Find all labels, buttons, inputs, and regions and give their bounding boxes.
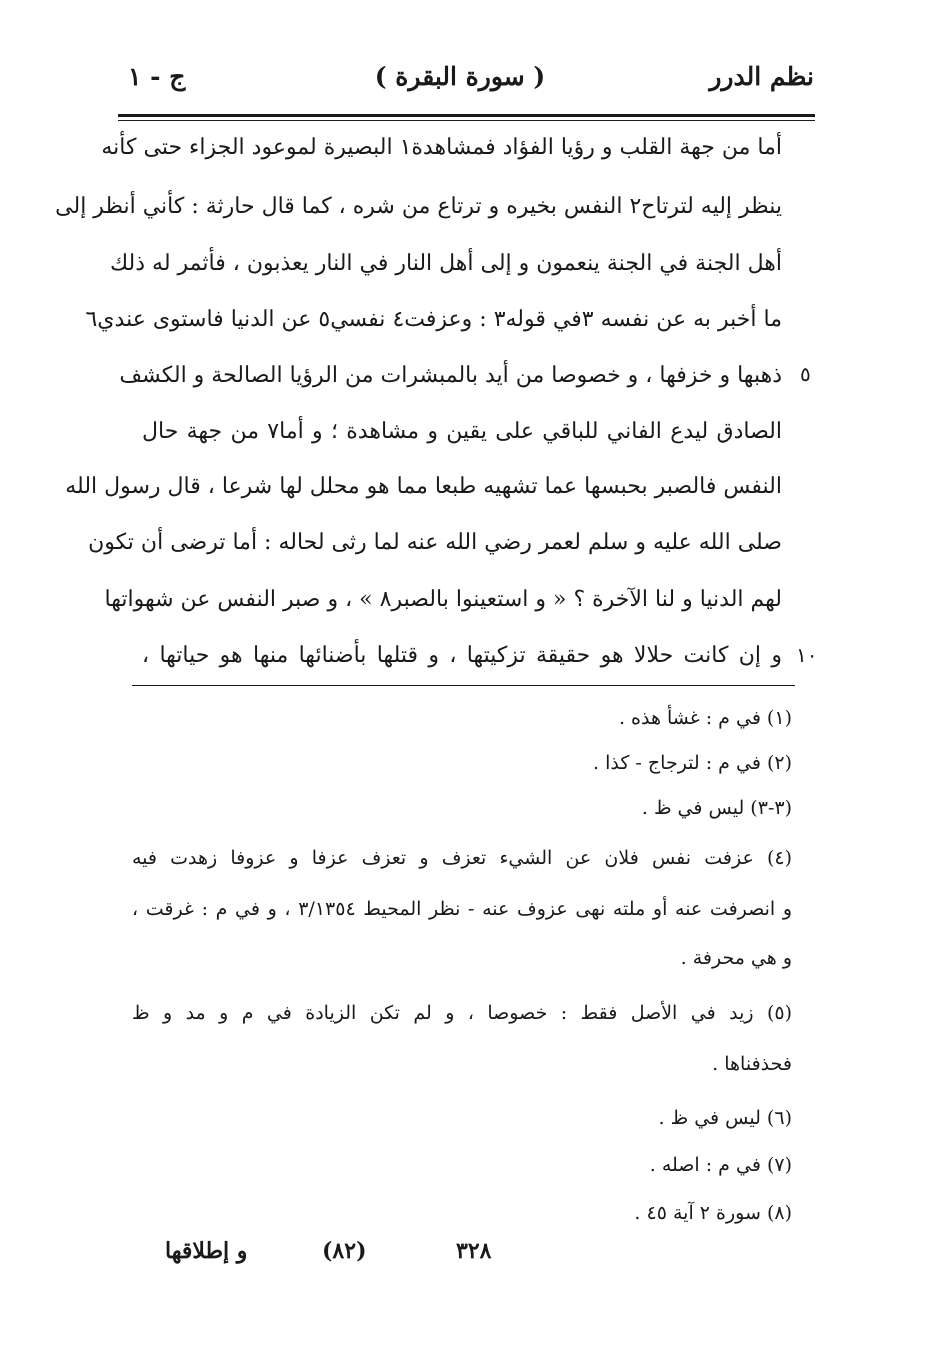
header-rule (118, 114, 815, 117)
body-line: لهم الدنيا و لنا الآخرة ؟ « و استعينوا بالصبر٨ » ، و صبر النفس عن شهواتها (104, 587, 782, 612)
surah-heading: ( سورة البقرة ) (374, 62, 546, 91)
catchword: و إطلاقها (165, 1238, 248, 1264)
footnote-continuation: و انصرفت عنه أو ملته نهى عزوف عنه - نظر المحيط ٣/١٣٥٤ ، و في م : غرقت ، (132, 898, 792, 920)
footnote: (٢) في م : لترجاج - كذا . (593, 752, 792, 774)
body-line: أما من جهة القلب و رؤيا الفؤاد فمشاهدة١ البصيرة لموعود الجزاء حتى كأنه (101, 135, 782, 160)
body-line: النفس فالصبر بحبسها عما تشهيه طبعا مما هو محلل لها شرعا ، قال رسول الله (65, 474, 782, 499)
volume-label: ج - ١ (128, 62, 186, 91)
body-line: الصادق ليدع الفاني للباقي على يقين و مشاهدة ؛ و أما٧ من جهة حال (142, 419, 783, 444)
body-line: أهل الجنة في الجنة ينعمون و إلى أهل النار في النار يعذبون ، فأثمر له ذلك (110, 251, 782, 276)
sequence-number: (٨٢) (322, 1238, 367, 1264)
footnote: (٣-٣) ليس في ظ . (641, 797, 792, 819)
footnote-continuation: فحذفناها . (712, 1053, 792, 1075)
footnote-separator (132, 685, 795, 686)
body-line: صلى الله عليه و سلم لعمر رضي الله عنه لما رثى لحاله : أما ترضى أن تكون (88, 530, 782, 555)
line-number-5: ٥ (800, 362, 811, 386)
page-number: ٣٢٨ (456, 1238, 492, 1264)
footnote: (٧) في م : اصله . (649, 1154, 792, 1176)
line-number-10: ١٠ (796, 643, 818, 667)
header-rule-thin (118, 120, 815, 121)
body-line: و إن كانت حلالا هو حقيقة تزكيتها ، و قتلها بأضنائها منها هو حياتها ، (142, 643, 782, 668)
running-title: نظم الدرر (709, 62, 814, 91)
footnote: (١) في م : غشأ هذه . (618, 707, 792, 729)
footnote: (٤) عزفت نفس فلان عن الشيء تعزف و تعزف عزفا و عزوفا زهدت فيه (132, 847, 792, 869)
footnote: (٥) زيد في الأصل فقط : خصوصا ، و لم تكن الزيادة في م و مد و ظ (132, 1002, 792, 1024)
body-line: ما أخبر به عن نفسه ٣في قوله٣ : وعزفت٤ نفسي٥ عن الدنيا فاستوى عندي٦ (85, 307, 782, 332)
footnote-continuation: و هي محرفة . (680, 947, 792, 969)
footnote: (٨) سورة ٢ آية ٤٥ . (634, 1202, 792, 1224)
footnote: (٦) ليس في ظ . (658, 1107, 792, 1129)
body-line: ذهبها و خزفها ، و خصوصا من أيد بالمبشرات من الرؤيا الصالحة و الكشف (119, 363, 782, 388)
body-line: ينظر إليه لترتاح٢ النفس بخيره و ترتاع من شره ، كما قال حارثة : كأني أنظر إلى (55, 194, 782, 219)
